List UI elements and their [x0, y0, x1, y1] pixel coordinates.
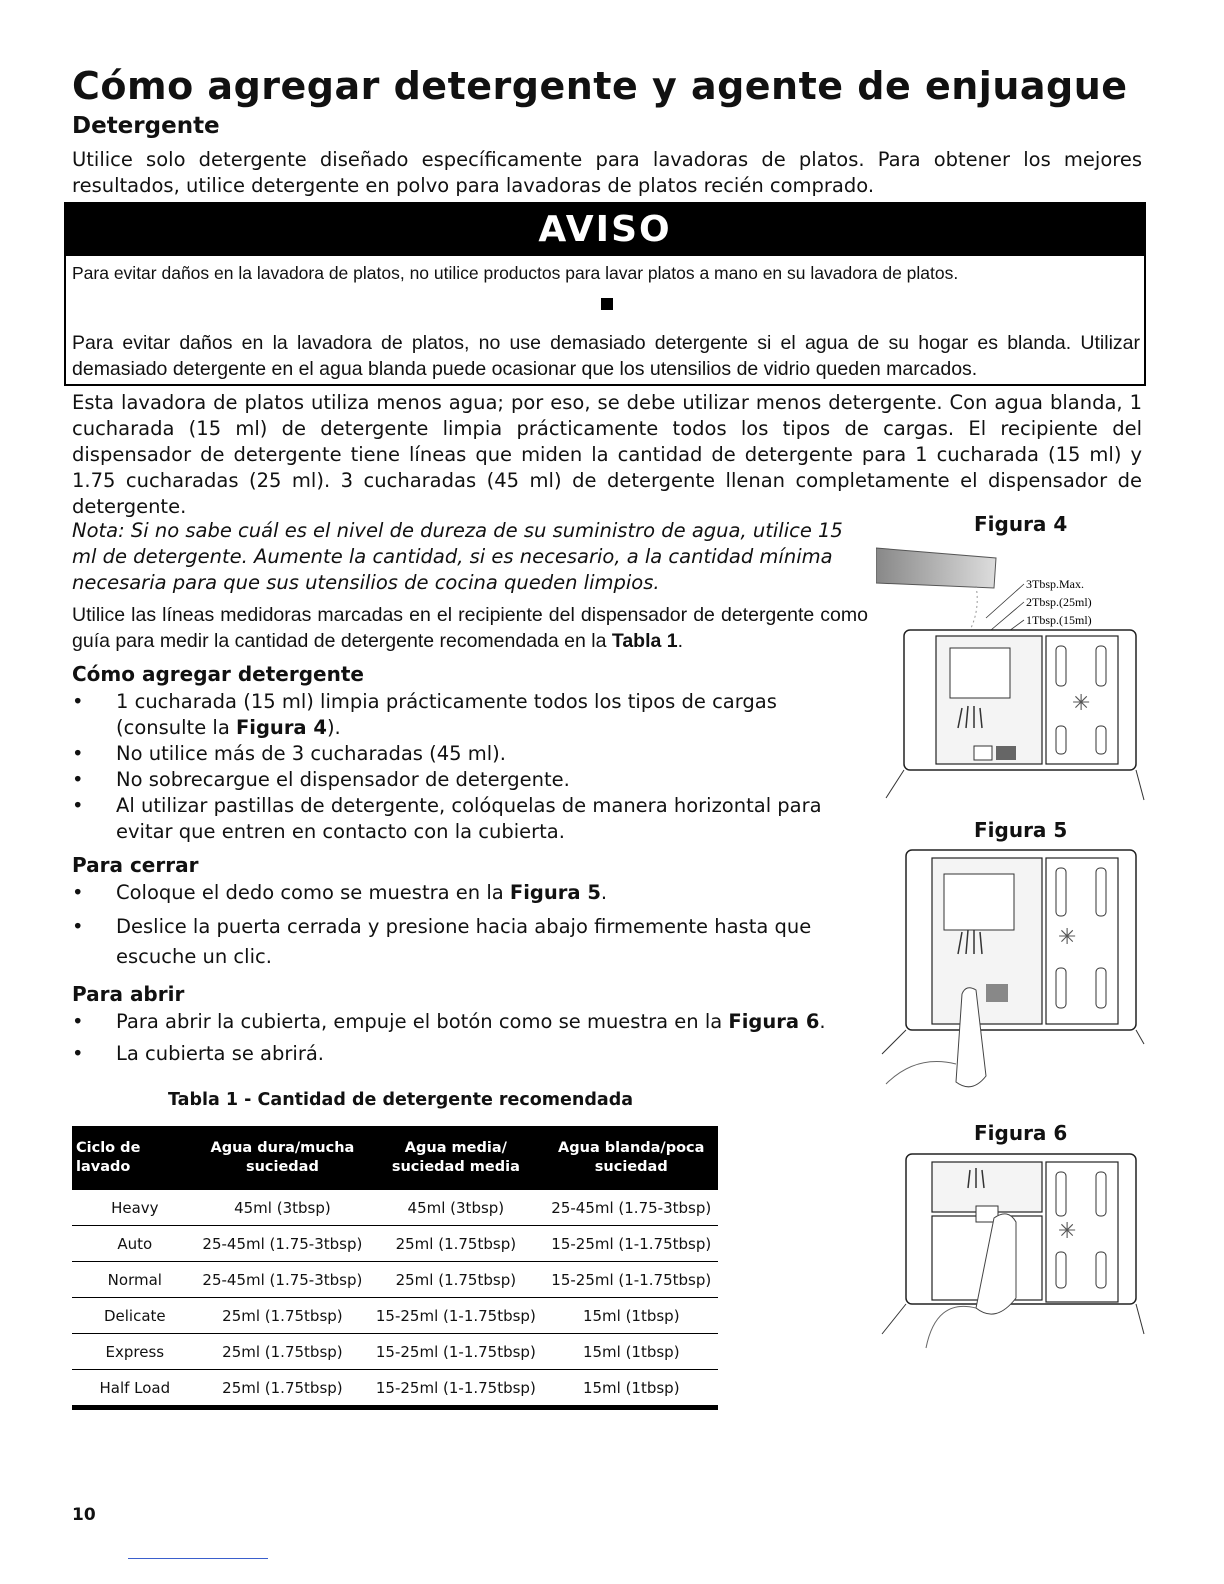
list-item-text: 1 cucharada (15 ml) limpia prácticamente todos los tipos de cargas (consulte la [116, 690, 777, 739]
list-item: • Al utilizar pastillas de detergente, colóquelas de manera horizontal para evitar que entren en contacto con la cubierta. [72, 793, 862, 845]
table-cell: 25ml (1.75tbsp) [367, 1226, 544, 1262]
table-cell: 25ml (1.75tbsp) [367, 1262, 544, 1298]
table-cell: 15ml (1tbsp) [545, 1298, 718, 1334]
figure-reference: Figura 4 [235, 716, 327, 739]
table-header-cell: Agua media/ suciedad media [367, 1126, 544, 1190]
table-cell: 25ml (1.75tbsp) [198, 1370, 368, 1408]
table-cell: Half Load [72, 1370, 198, 1408]
water-usage-paragraph: Esta lavadora de platos utiliza menos agua; por eso, se debe utilizar menos detergente. Con agua blanda, 1 cucharada (15 ml) de detergente limpia prácticamente todos los tipos de cargas. El recipiente del dispensador de detergente tiene líneas que miden la cantidad de detergente para 1 cucharada (15 ml) y 1.75 cucharadas (25 ml). 3 cucharadas (45 ml) de detergente llenan completamente el dispensador de detergente. [72, 391, 1142, 518]
bullet-square-icon [601, 298, 613, 310]
figure-5-closing-illustration [876, 844, 1148, 1100]
table-cell: 15-25ml (1-1.75tbsp) [545, 1262, 718, 1298]
table-title: Tabla 1 - Cantidad de detergente recomendada [168, 1090, 634, 1110]
list-item-text: Coloque el dedo como se muestra en la [116, 881, 510, 904]
figure-5-title: Figura 5 [974, 818, 1068, 842]
list-item [72, 880, 862, 906]
list-agregar [72, 689, 862, 845]
heading-abrir: Para abrir [72, 982, 185, 1006]
list-item: • La cubierta se abrirá. [72, 1041, 892, 1067]
table-row [72, 1370, 718, 1408]
label-1tbsp: 1Tbsp.(15ml) [1026, 613, 1092, 627]
list-item: • No sobrecargue el dispensador de detergente. [72, 767, 862, 793]
table-cell: 25ml (1.75tbsp) [198, 1298, 368, 1334]
heading-cerrar: Para cerrar [72, 853, 199, 877]
list-item-end: . [819, 1010, 826, 1033]
note-paragraph: Nota: Si no sabe cuál es el nivel de dureza de su suministro de agua, utilice 15 ml de detergente. Aumente la cantidad, si es necesario, a la cantidad mínima necesaria para que sus utensilios de cocina queden limpios. [72, 519, 843, 594]
table-header-cell: Agua blanda/poca suciedad [545, 1126, 718, 1190]
table-cell: 25-45ml (1.75-3tbsp) [545, 1190, 718, 1226]
list-item: • Deslice la puerta cerrada y presione hacia abajo firmemente hasta que escuche un clic. [72, 912, 862, 972]
sparkle-icon: ✳ [1058, 925, 1077, 950]
list-item-end: . [600, 881, 608, 904]
table-cell: 15-25ml (1-1.75tbsp) [367, 1370, 544, 1408]
list-item-text: Para abrir la cubierta, empuje el botón como se muestra en la [116, 1010, 729, 1033]
detergent-table [72, 1126, 718, 1410]
aviso-box [64, 202, 1146, 386]
table-cell: Heavy [72, 1190, 198, 1226]
list-abrir [72, 1009, 892, 1067]
table-row [72, 1226, 718, 1262]
figure-reference: Figura 5 [509, 881, 601, 904]
sparkle-icon: ✳ [1058, 1219, 1077, 1244]
table-cell: Normal [72, 1262, 198, 1298]
intro-paragraph: Utilice solo detergente diseñado específicamente para lavadoras de platos. Para obtener los mejores resultados, utilice detergente en polvo para lavadoras de platos recién comprado. [72, 148, 1142, 197]
figure-6-opening-illustration [876, 1148, 1148, 1358]
table-cell: 15-25ml (1-1.75tbsp) [545, 1226, 718, 1262]
table-cell: 15-25ml (1-1.75tbsp) [367, 1334, 544, 1370]
section-heading-detergente: Detergente [72, 113, 220, 139]
table-header-cell: Ciclo de lavado [72, 1126, 198, 1190]
table-cell: 45ml (3tbsp) [367, 1190, 544, 1226]
table-cell: 25ml (1.75tbsp) [198, 1334, 368, 1370]
table-cell: Delicate [72, 1298, 198, 1334]
aviso-label: AVISO [66, 204, 1144, 256]
list-item-end: ). [326, 716, 341, 739]
measuring-lines-text: Utilice las líneas medidoras marcadas en el recipiente del dispensador de detergente como guía para medir la cantidad de detergente recomendada en la [72, 604, 868, 652]
table-header-row [72, 1126, 718, 1190]
aviso-paragraph-1: Para evitar daños en la lavadora de platos, no utilice productos para lavar platos a mano en su lavadora de platos. [72, 263, 959, 283]
sparkle-icon: ✳ [1072, 691, 1091, 716]
table-cell: 15ml (1tbsp) [545, 1334, 718, 1370]
table-row [72, 1190, 718, 1226]
table-reference: Tabla 1 [611, 630, 678, 652]
figure-reference: Figura 6 [728, 1010, 820, 1033]
table-cell: Auto [72, 1226, 198, 1262]
list-item [72, 689, 862, 741]
measuring-lines-paragraph [72, 602, 868, 654]
table-cell: Express [72, 1334, 198, 1370]
figure-4-title: Figura 4 [974, 512, 1068, 536]
table-row [72, 1298, 718, 1334]
table-cell: 45ml (3tbsp) [198, 1190, 368, 1226]
aviso-paragraph-2: Para evitar daños en la lavadora de platos, no use demasiado detergente si el agua de su hogar es blanda. Utilizar demasiado detergente en el agua blanda puede ocasionar que los utensilios de vidrio queden marcados. [72, 332, 1140, 380]
table-cell: 15-25ml (1-1.75tbsp) [367, 1298, 544, 1334]
list-item: • No utilice más de 3 cucharadas (45 ml). [72, 741, 862, 767]
list-item [72, 1009, 892, 1035]
table-cell: 25-45ml (1.75-3tbsp) [198, 1262, 368, 1298]
table-cell: 25-45ml (1.75-3tbsp) [198, 1226, 368, 1262]
page-number: 10 [72, 1505, 96, 1525]
table-row [72, 1334, 718, 1370]
footer-rule [128, 1558, 268, 1559]
list-cerrar [72, 880, 862, 972]
figure-4-dispenser-illustration [876, 538, 1148, 816]
page-title: Cómo agregar detergente y agente de enjuague [72, 64, 1128, 108]
heading-agregar: Cómo agregar detergente [72, 662, 364, 686]
label-2tbsp: 2Tbsp.(25ml) [1026, 595, 1092, 609]
figure-6-title: Figura 6 [974, 1121, 1068, 1145]
measuring-lines-end: . [677, 630, 684, 652]
table-row [72, 1262, 718, 1298]
label-3tbsp-max: 3Tbsp.Max. [1026, 577, 1084, 591]
table-header-cell: Agua dura/mucha suciedad [198, 1126, 368, 1190]
table-cell: 15ml (1tbsp) [545, 1370, 718, 1408]
